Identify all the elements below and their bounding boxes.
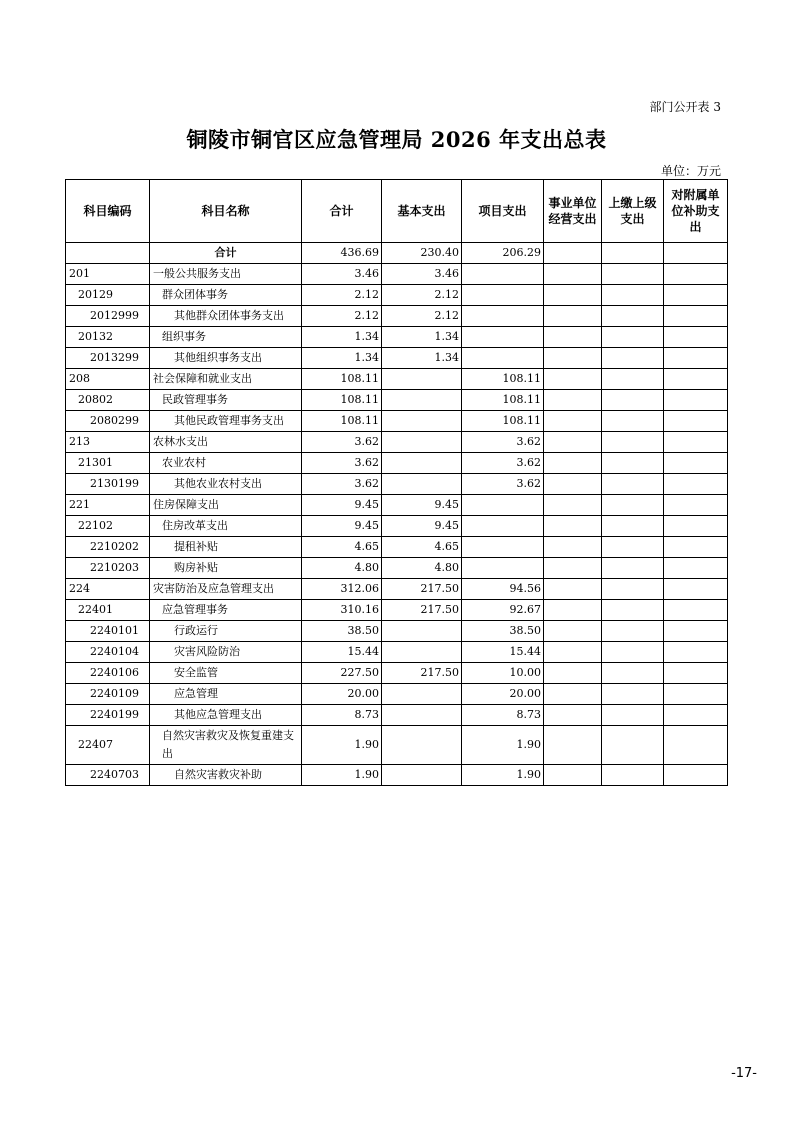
remit-cell	[602, 369, 664, 390]
name-cell: 住房改革支出	[150, 516, 302, 537]
header-cell: 科目编码	[66, 180, 150, 243]
remit-cell	[602, 348, 664, 369]
header-row	[66, 180, 728, 243]
basic-cell: 4.80	[382, 558, 462, 579]
basic-cell	[382, 765, 462, 786]
project-cell: 10.00	[462, 663, 544, 684]
code-cell: 2013299	[66, 348, 150, 369]
name-cell: 一般公共服务支出	[150, 264, 302, 285]
expenditure-table	[65, 179, 728, 786]
code-cell: 2130199	[66, 474, 150, 495]
subsidy-cell	[664, 369, 728, 390]
business-cell	[544, 411, 602, 432]
business-cell	[544, 663, 602, 684]
business-cell	[544, 474, 602, 495]
business-cell	[544, 765, 602, 786]
basic-cell: 3.46	[382, 264, 462, 285]
code-cell: 221	[66, 495, 150, 516]
code-cell: 20129	[66, 285, 150, 306]
table-row	[66, 495, 728, 516]
subsidy-cell	[664, 600, 728, 621]
remit-cell	[602, 306, 664, 327]
business-cell	[544, 642, 602, 663]
total-cell: 4.65	[302, 537, 382, 558]
table-row	[66, 285, 728, 306]
name-cell: 其他应急管理支出	[150, 705, 302, 726]
table-row	[66, 558, 728, 579]
subsidy-cell	[664, 390, 728, 411]
total-cell: 9.45	[302, 495, 382, 516]
subsidy-cell	[664, 495, 728, 516]
table-row	[66, 600, 728, 621]
basic-cell	[382, 474, 462, 495]
remit-cell	[602, 579, 664, 600]
page-title: 铜陵市铜官区应急管理局 2026 年支出总表	[186, 127, 607, 152]
subsidy-cell	[664, 516, 728, 537]
subsidy-cell	[664, 537, 728, 558]
subsidy-cell	[664, 642, 728, 663]
table-row	[66, 726, 728, 765]
total-cell: 3.46	[302, 264, 382, 285]
project-cell	[462, 516, 544, 537]
total-cell: 436.69	[302, 243, 382, 264]
subsidy-cell	[664, 663, 728, 684]
total-cell: 2.12	[302, 285, 382, 306]
basic-cell: 9.45	[382, 495, 462, 516]
project-cell	[462, 495, 544, 516]
subsidy-cell	[664, 348, 728, 369]
remit-cell	[602, 516, 664, 537]
total-cell: 108.11	[302, 390, 382, 411]
basic-cell: 230.40	[382, 243, 462, 264]
basic-cell	[382, 411, 462, 432]
code-cell: 208	[66, 369, 150, 390]
basic-cell	[382, 726, 462, 765]
table-row	[66, 306, 728, 327]
total-cell: 312.06	[302, 579, 382, 600]
total-cell: 310.16	[302, 600, 382, 621]
project-cell: 206.29	[462, 243, 544, 264]
remit-cell	[602, 432, 664, 453]
subsidy-cell	[664, 411, 728, 432]
subsidy-cell	[664, 285, 728, 306]
code-cell: 22401	[66, 600, 150, 621]
project-cell: 20.00	[462, 684, 544, 705]
project-cell	[462, 537, 544, 558]
table-row	[66, 621, 728, 642]
total-cell: 108.11	[302, 411, 382, 432]
remit-cell	[602, 537, 664, 558]
business-cell	[544, 327, 602, 348]
basic-cell	[382, 705, 462, 726]
business-cell	[544, 516, 602, 537]
header-cell: 项目支出	[462, 180, 544, 243]
subsidy-cell	[664, 264, 728, 285]
total-row	[66, 243, 728, 264]
subsidy-cell	[664, 558, 728, 579]
code-cell	[66, 243, 150, 264]
code-cell: 20132	[66, 327, 150, 348]
code-cell: 22407	[66, 726, 150, 765]
project-cell: 15.44	[462, 642, 544, 663]
name-cell: 其他群众团体事务支出	[150, 306, 302, 327]
project-cell	[462, 558, 544, 579]
business-cell	[544, 600, 602, 621]
total-cell: 3.62	[302, 453, 382, 474]
code-cell: 2240104	[66, 642, 150, 663]
code-cell: 2080299	[66, 411, 150, 432]
code-cell: 2012999	[66, 306, 150, 327]
header-cell: 基本支出	[382, 180, 462, 243]
project-cell: 1.90	[462, 765, 544, 786]
header-cell: 上缴上级支出	[602, 180, 664, 243]
name-cell: 农林水支出	[150, 432, 302, 453]
remit-cell	[602, 684, 664, 705]
remit-cell	[602, 621, 664, 642]
header-cell: 科目名称	[150, 180, 302, 243]
project-cell: 3.62	[462, 432, 544, 453]
basic-cell: 4.65	[382, 537, 462, 558]
remit-cell	[602, 642, 664, 663]
table-body	[66, 243, 728, 786]
total-cell: 108.11	[302, 369, 382, 390]
code-cell: 20802	[66, 390, 150, 411]
code-cell: 2210202	[66, 537, 150, 558]
business-cell	[544, 495, 602, 516]
total-cell: 20.00	[302, 684, 382, 705]
total-cell: 4.80	[302, 558, 382, 579]
remit-cell	[602, 285, 664, 306]
name-cell: 提租补贴	[150, 537, 302, 558]
basic-cell: 217.50	[382, 600, 462, 621]
remit-cell	[602, 390, 664, 411]
subsidy-cell	[664, 705, 728, 726]
table-row	[66, 453, 728, 474]
code-cell: 2240106	[66, 663, 150, 684]
business-cell	[544, 684, 602, 705]
name-cell: 民政管理事务	[150, 390, 302, 411]
basic-cell: 1.34	[382, 348, 462, 369]
name-cell: 社会保障和就业支出	[150, 369, 302, 390]
basic-cell	[382, 642, 462, 663]
total-cell: 9.45	[302, 516, 382, 537]
business-cell	[544, 579, 602, 600]
business-cell	[544, 243, 602, 264]
subsidy-cell	[664, 684, 728, 705]
subsidy-cell	[664, 765, 728, 786]
header-cell: 对附属单位补助支出	[664, 180, 728, 243]
basic-cell	[382, 453, 462, 474]
table-row	[66, 765, 728, 786]
table-row	[66, 663, 728, 684]
project-cell	[462, 327, 544, 348]
name-cell: 合计	[150, 243, 302, 264]
name-cell: 灾害风险防治	[150, 642, 302, 663]
remit-cell	[602, 474, 664, 495]
project-cell: 8.73	[462, 705, 544, 726]
subsidy-cell	[664, 327, 728, 348]
code-cell: 2210203	[66, 558, 150, 579]
name-cell: 农业农村	[150, 453, 302, 474]
remit-cell	[602, 495, 664, 516]
code-cell: 2240199	[66, 705, 150, 726]
remit-cell	[602, 243, 664, 264]
project-cell: 108.11	[462, 390, 544, 411]
name-cell: 其他农业农村支出	[150, 474, 302, 495]
code-cell: 213	[66, 432, 150, 453]
business-cell	[544, 726, 602, 765]
subsidy-cell	[664, 726, 728, 765]
basic-cell: 217.50	[382, 663, 462, 684]
name-cell: 群众团体事务	[150, 285, 302, 306]
name-cell: 组织事务	[150, 327, 302, 348]
code-cell: 21301	[66, 453, 150, 474]
name-cell: 住房保障支出	[150, 495, 302, 516]
basic-cell	[382, 432, 462, 453]
total-cell: 15.44	[302, 642, 382, 663]
basic-cell: 9.45	[382, 516, 462, 537]
subsidy-cell	[664, 474, 728, 495]
business-cell	[544, 285, 602, 306]
name-cell: 购房补贴	[150, 558, 302, 579]
business-cell	[544, 558, 602, 579]
business-cell	[544, 432, 602, 453]
remit-cell	[602, 558, 664, 579]
basic-cell: 2.12	[382, 285, 462, 306]
project-cell: 108.11	[462, 411, 544, 432]
table-row	[66, 348, 728, 369]
basic-cell	[382, 390, 462, 411]
subsidy-cell	[664, 432, 728, 453]
basic-cell	[382, 621, 462, 642]
table-row	[66, 684, 728, 705]
project-cell: 108.11	[462, 369, 544, 390]
table-row	[66, 411, 728, 432]
code-cell: 22102	[66, 516, 150, 537]
table-row	[66, 474, 728, 495]
business-cell	[544, 537, 602, 558]
header-cell: 事业单位经营支出	[544, 180, 602, 243]
code-cell: 201	[66, 264, 150, 285]
remit-cell	[602, 453, 664, 474]
page-number: -17-	[731, 1066, 757, 1081]
code-cell: 2240101	[66, 621, 150, 642]
remit-cell	[602, 726, 664, 765]
table-row	[66, 537, 728, 558]
name-cell: 自然灾害救灾补助	[150, 765, 302, 786]
project-cell	[462, 285, 544, 306]
remit-cell	[602, 663, 664, 684]
header-cell: 合计	[302, 180, 382, 243]
subsidy-cell	[664, 621, 728, 642]
project-cell	[462, 264, 544, 285]
business-cell	[544, 264, 602, 285]
project-cell: 38.50	[462, 621, 544, 642]
basic-cell	[382, 369, 462, 390]
total-cell: 1.34	[302, 327, 382, 348]
total-cell: 3.62	[302, 474, 382, 495]
table-row	[66, 369, 728, 390]
table-row	[66, 705, 728, 726]
name-cell: 其他民政管理事务支出	[150, 411, 302, 432]
total-cell: 38.50	[302, 621, 382, 642]
project-cell	[462, 306, 544, 327]
remit-cell	[602, 411, 664, 432]
table-row	[66, 642, 728, 663]
subsidy-cell	[664, 306, 728, 327]
basic-cell: 1.34	[382, 327, 462, 348]
project-cell: 92.67	[462, 600, 544, 621]
project-cell: 94.56	[462, 579, 544, 600]
subsidy-cell	[664, 579, 728, 600]
project-cell	[462, 348, 544, 369]
table-row	[66, 579, 728, 600]
business-cell	[544, 453, 602, 474]
name-cell: 行政运行	[150, 621, 302, 642]
table-row	[66, 264, 728, 285]
basic-cell: 2.12	[382, 306, 462, 327]
code-cell: 224	[66, 579, 150, 600]
subsidy-cell	[664, 243, 728, 264]
total-cell: 1.90	[302, 726, 382, 765]
name-cell: 应急管理	[150, 684, 302, 705]
project-cell: 3.62	[462, 453, 544, 474]
remit-cell	[602, 705, 664, 726]
total-cell: 8.73	[302, 705, 382, 726]
total-cell: 227.50	[302, 663, 382, 684]
project-cell: 3.62	[462, 474, 544, 495]
total-cell: 1.90	[302, 765, 382, 786]
business-cell	[544, 621, 602, 642]
business-cell	[544, 306, 602, 327]
table-row	[66, 327, 728, 348]
unit-label: 单位：万元	[660, 164, 721, 178]
name-cell: 安全监管	[150, 663, 302, 684]
business-cell	[544, 705, 602, 726]
table-row	[66, 432, 728, 453]
table-row	[66, 390, 728, 411]
business-cell	[544, 348, 602, 369]
business-cell	[544, 369, 602, 390]
total-cell: 3.62	[302, 432, 382, 453]
project-cell: 1.90	[462, 726, 544, 765]
name-cell: 自然灾害救灾及恢复重建支出	[150, 726, 302, 765]
remit-cell	[602, 600, 664, 621]
code-cell: 2240703	[66, 765, 150, 786]
code-cell: 2240109	[66, 684, 150, 705]
name-cell: 其他组织事务支出	[150, 348, 302, 369]
name-cell: 应急管理事务	[150, 600, 302, 621]
subsidy-cell	[664, 453, 728, 474]
table-row	[66, 516, 728, 537]
doc-tag: 部门公开表 3	[649, 100, 721, 114]
name-cell: 灾害防治及应急管理支出	[150, 579, 302, 600]
remit-cell	[602, 327, 664, 348]
total-cell: 1.34	[302, 348, 382, 369]
remit-cell	[602, 765, 664, 786]
basic-cell: 217.50	[382, 579, 462, 600]
total-cell: 2.12	[302, 306, 382, 327]
remit-cell	[602, 264, 664, 285]
basic-cell	[382, 684, 462, 705]
business-cell	[544, 390, 602, 411]
